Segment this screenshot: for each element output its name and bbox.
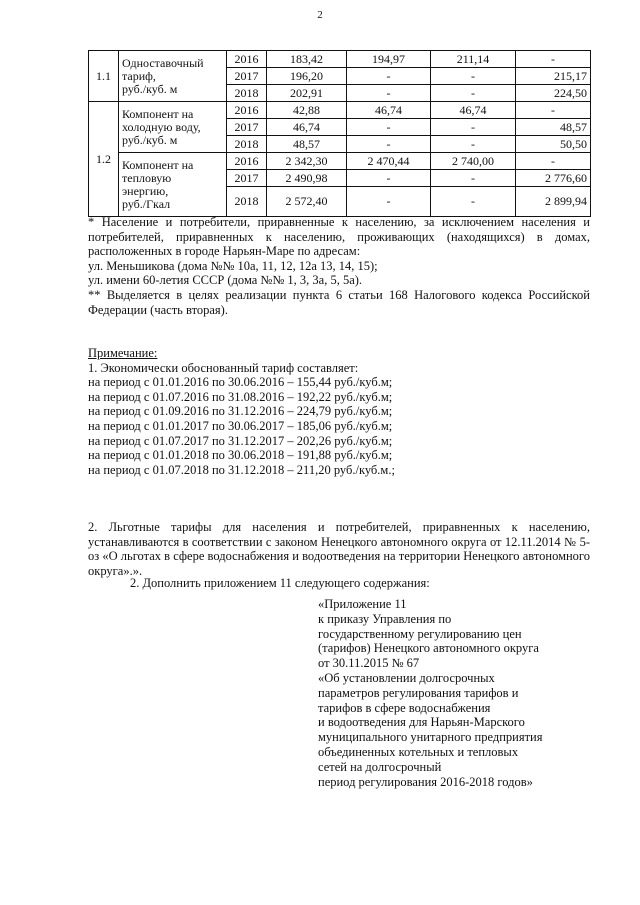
tariff-table: [88, 50, 591, 217]
note-section: [88, 346, 590, 477]
indicator-name: Компонент на холодную воду, руб./куб. м: [119, 102, 227, 153]
indicator-name: Компонент на тепловую энергию, руб./Гкал: [119, 153, 227, 217]
appendix-line: (тарифов) Ненецкого автономного округа: [318, 641, 539, 656]
value-cell: -: [347, 170, 431, 187]
value-cell: 46,74: [347, 102, 431, 119]
footnote-star-1: * Население и потребители, приравненные к населению, за исключением населения и потребителей, приравненных к населению, проживающих (находящихся) в домах, расположенных в городе Нарьян-Маре по адресам:: [88, 215, 590, 259]
value-cell: 48,57: [267, 136, 347, 153]
value-cell: 2 776,60: [516, 170, 591, 187]
value-cell: 46,74: [267, 119, 347, 136]
value-cell: -: [431, 119, 516, 136]
table-row: [89, 153, 591, 170]
value-cell: 2 899,94: [516, 187, 591, 217]
value-cell: -: [347, 68, 431, 85]
year-cell: 2017: [227, 119, 267, 136]
period-line: на период с 01.07.2017 по 31.12.2017 – 202,26 руб./куб.м;: [88, 433, 393, 448]
value-cell: 46,74: [431, 102, 516, 119]
appendix-line: к приказу Управления по: [318, 611, 452, 626]
year-cell: 2018: [227, 187, 267, 217]
value-cell: 202,91: [267, 85, 347, 102]
year-cell: 2016: [227, 51, 267, 68]
value-cell: 42,88: [267, 102, 347, 119]
appendix-line: период регулирования 2016-2018 годов»: [318, 774, 533, 789]
value-cell: 196,20: [267, 68, 347, 85]
table-row: [89, 102, 591, 119]
value-cell: -: [516, 51, 591, 68]
appendix-line: от 30.11.2015 № 67: [318, 656, 420, 671]
period-line: на период с 01.01.2016 по 30.06.2016 – 155,44 руб./куб.м;: [88, 375, 393, 390]
footnotes: [88, 215, 590, 317]
value-cell: -: [347, 136, 431, 153]
period-line: на период с 01.07.2016 по 31.08.2016 – 192,22 руб./куб.м;: [88, 389, 393, 404]
value-cell: 2 470,44: [347, 153, 431, 170]
year-cell: 2018: [227, 85, 267, 102]
value-cell: 2 342,30: [267, 153, 347, 170]
appendix-line: муниципального унитарного предприятия: [318, 730, 543, 745]
value-cell: -: [347, 119, 431, 136]
value-cell: -: [431, 85, 516, 102]
point-2-paragraph: 2. Дополнить приложением 11 следующего содержания:: [130, 576, 430, 590]
year-cell: 2016: [227, 102, 267, 119]
value-cell: 194,97: [347, 51, 431, 68]
period-line: на период с 01.09.2016 по 31.12.2016 – 224,79 руб./куб.м;: [88, 404, 393, 419]
footnote-star-2: ** Выделяется в целях реализации пункта 6 статьи 168 Налогового кодекса Российской Федерации (часть вторая).: [88, 287, 590, 317]
row-number: 1.2: [89, 102, 119, 217]
value-cell: -: [516, 153, 591, 170]
appendix-line: «Приложение 11: [318, 597, 407, 611]
indicator-name: Одноставочный тариф, руб./куб. м: [119, 51, 227, 102]
appendix-line: и водоотведения для Нарьян-Марского: [318, 715, 525, 730]
appendix-line: государственному регулированию цен: [318, 626, 522, 641]
appendix-line: сетей на долгосрочный: [318, 759, 442, 774]
value-cell: -: [347, 85, 431, 102]
value-cell: -: [347, 187, 431, 217]
appendix-line: тарифов в сфере водоснабжения: [318, 700, 491, 715]
appendix-header: [318, 597, 588, 789]
period-line: на период с 01.07.2018 по 31.12.2018 – 211,20 руб./куб.м.;: [88, 462, 395, 477]
value-cell: 224,50: [516, 85, 591, 102]
note-heading: Примечание:: [88, 346, 158, 360]
note-item-2: 2. Льготные тарифы для населения и потребителей, приравненных к населению, устанавливаются в соответствии с законом Ненецкого автономного округа от 12.11.2014 № 5-оз «О льготах в сфере водоснабжения и водоотведения на территории Ненецкого автономного округа».».: [88, 520, 590, 578]
period-line: на период с 01.01.2017 по 30.06.2017 – 185,06 руб./куб.м;: [88, 418, 393, 433]
value-cell: -: [431, 68, 516, 85]
address-line-2: ул. имени 60-летия СССР (дома №№ 1, 3, 3а, 5, 5а).: [88, 273, 363, 288]
value-cell: 2 572,40: [267, 187, 347, 217]
year-cell: 2018: [227, 136, 267, 153]
page-number: 2: [317, 9, 323, 21]
year-cell: 2017: [227, 170, 267, 187]
value-cell: 50,50: [516, 136, 591, 153]
address-line-1: ул. Меньшикова (дома №№ 10а, 11, 12, 12а 13, 14, 15);: [88, 258, 378, 273]
value-cell: 48,57: [516, 119, 591, 136]
period-line: на период с 01.01.2018 по 30.06.2018 – 191,88 руб./куб.м;: [88, 448, 393, 463]
appendix-line: «Об установлении долгосрочных: [318, 670, 495, 685]
value-cell: -: [431, 170, 516, 187]
table-row: [89, 51, 591, 68]
year-cell: 2017: [227, 68, 267, 85]
note-item-1: 1. Экономически обоснованный тариф составляет:: [88, 360, 359, 375]
value-cell: -: [431, 187, 516, 217]
value-cell: 215,17: [516, 68, 591, 85]
value-cell: 2 740,00: [431, 153, 516, 170]
appendix-line: параметров регулирования тарифов и: [318, 685, 519, 700]
appendix-line: объединенных котельных и тепловых: [318, 744, 519, 759]
value-cell: 211,14: [431, 51, 516, 68]
row-number: 1.1: [89, 51, 119, 102]
value-cell: -: [516, 102, 591, 119]
value-cell: -: [431, 136, 516, 153]
value-cell: 2 490,98: [267, 170, 347, 187]
year-cell: 2016: [227, 153, 267, 170]
value-cell: 183,42: [267, 51, 347, 68]
